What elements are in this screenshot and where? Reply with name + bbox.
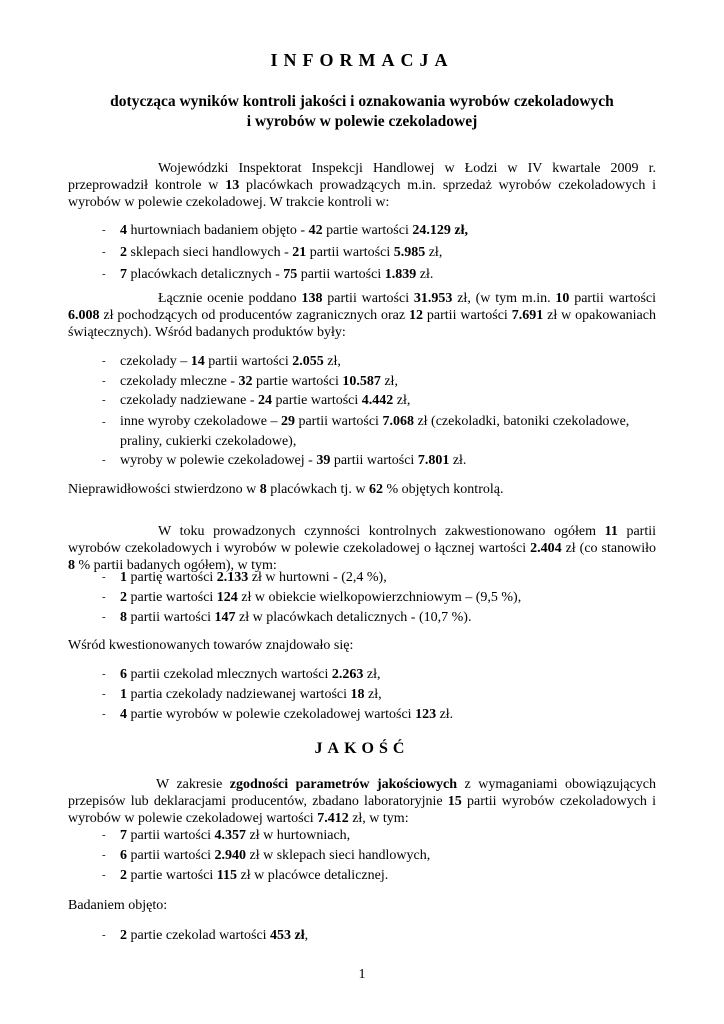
list-item: - 6 partii wartości 2.940 zł w sklepach sieci handlowych, (102, 848, 431, 863)
products-list (68, 353, 656, 472)
page-number: 1 (358, 967, 366, 982)
questioned-by-location-list (68, 569, 656, 629)
document-subtitle (68, 92, 656, 132)
questioned-goods-intro: Wśród kwestionowanych towarów znajdowało się: (68, 638, 354, 653)
examined-intro: Badaniem objęto: (68, 898, 168, 913)
questioned-goods-list (68, 666, 656, 726)
subtitle-line-2: i wyrobów w polewie czekoladowej (246, 113, 478, 130)
list-item: - inne wyroby czekoladowe – 29 partii wartości 7.068 zł (czekoladki, batoniki czekoladowe, praliny, cukierki czekoladowe), (102, 414, 630, 449)
list-item: - 6 partii czekolad mlecznych wartości 2.263 zł, (102, 667, 381, 682)
list-item: - 7 placówkach detalicznych - 75 partii wartości 1.839 zł. (102, 267, 434, 282)
document-title: INFORMACJA (270, 50, 454, 70)
quality-tested-list (68, 827, 656, 887)
list-item: - 2 partie czekolad wartości 453 zł, (102, 928, 309, 943)
list-item: - 1 partię wartości 2.133 zł w hurtowni - (2,4 %), (102, 570, 387, 585)
list-item: - czekolady mleczne - 32 partie wartości 10.587 zł, (102, 374, 398, 389)
list-item: - 7 partii wartości 4.357 zł w hurtowniach, (102, 828, 351, 843)
list-item: - czekolady nadziewane - 24 partie wartości 4.442 zł, (102, 393, 411, 408)
intro-paragraph: Wojewódzki Inspektorat Inspekcji Handlowej w Łodzi w IV kwartale 2009 r. przeprowadził kontrole w 13 placówkach prowadzących m.in. sprzedaż wyrobów czekoladowych i wyrobów w polewie czekoladowej. W trakcie kontroli w: (68, 161, 656, 210)
list-item: - czekolady – 14 partii wartości 2.055 zł, (102, 354, 341, 369)
section-heading-quality: JAKOŚĆ (314, 740, 410, 757)
list-item: - 2 partie wartości 124 zł w obiekcie wielkopowierzchniowym – (9,5 %), (102, 590, 522, 605)
subtitle-line-1: dotycząca wyników kontroli jakości i oznakowania wyrobów czekoladowych (110, 93, 614, 110)
questioned-paragraph: W toku prowadzonych czynności kontrolnych zakwestionowano ogółem 11 partii wyrobów czekoladowych i wyrobów w polewie czekoladowej o łącznej wartości 2.404 zł (co stanowiło 8 % partii badanych ogółem), w tym: (68, 524, 656, 573)
list-item: - 2 partie wartości 115 zł w placówce detalicznej. (102, 868, 389, 883)
summary-paragraph: Łącznie ocenie poddano 138 partii wartości 31.953 zł, (w tym m.in. 10 partii wartości 6.008 zł pochodzących od producentów zagranicznych oraz 12 partii wartości 7.691 zł w opakowaniach świątecznych). Wśród badanych produktów były: (68, 291, 657, 340)
list-item: - 4 hurtowniach badaniem objęto - 42 partie wartości 24.129 zł, (102, 223, 468, 238)
quality-paragraph: W zakresie zgodności parametrów jakościowych z wymaganiami obowiązujących przepisów lub deklaracjami producentów, zbadano laboratoryjnie 15 partii wyrobów czekoladowych i wyrobów w polewie czekoladowej wartości 7.412 zł, w tym: (68, 777, 656, 826)
examined-list (68, 927, 656, 947)
list-item: - 2 sklepach sieci handlowych - 21 partii wartości 5.985 zł, (102, 245, 443, 260)
list-item: - 8 partii wartości 147 zł w placówkach detalicznych - (10,7 %). (102, 610, 472, 625)
irregularities-paragraph: Nieprawidłowości stwierdzono w 8 placówkach tj. w 62 % objętych kontrolą. (68, 482, 504, 497)
list-item: - wyroby w polewie czekoladowej - 39 partii wartości 7.801 zł. (102, 453, 467, 468)
inspection-scope-list (68, 222, 656, 288)
list-item: - 4 partie wyrobów w polewie czekoladowej wartości 123 zł. (102, 707, 454, 722)
list-item: - 1 partia czekolady nadziewanej wartości 18 zł, (102, 687, 382, 702)
